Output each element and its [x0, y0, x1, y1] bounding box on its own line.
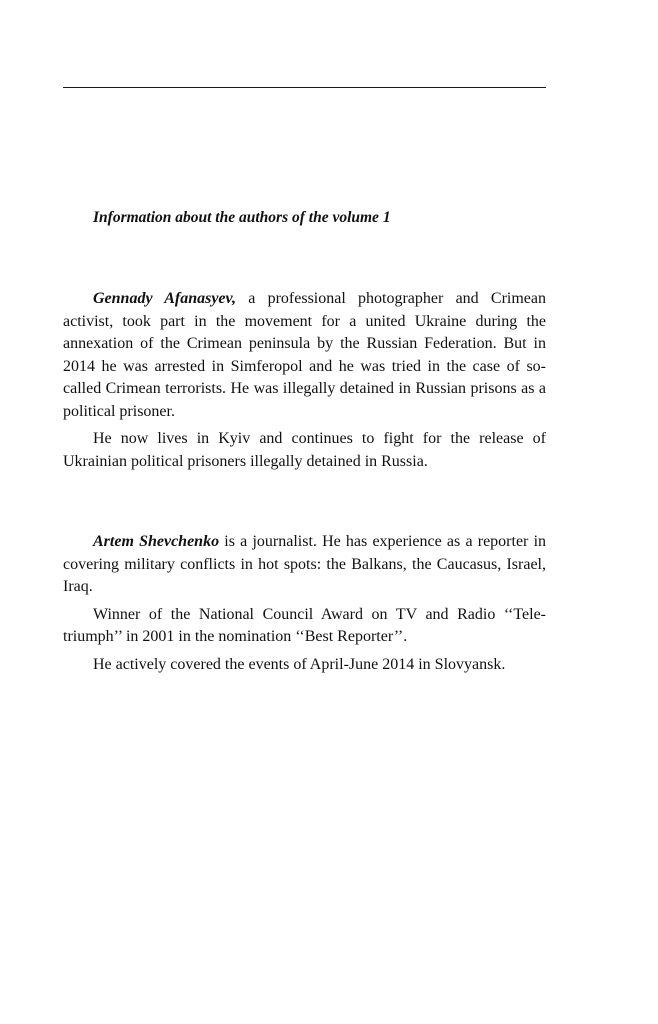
author-name: Gennady Afanasyev, — [93, 290, 237, 307]
author-bio-paragraph: He now lives in Kyiv and continues to fight for the release of Ukrainian political prisoners illegally detained in Russia. — [63, 430, 546, 470]
author-bio-paragraph — [63, 531, 546, 599]
section-heading: Information about the authors of the volume 1 — [93, 209, 391, 226]
author-entry-shevchenko — [63, 531, 546, 681]
author-bio-paragraph: Winner of the National Council Award on TV and Radio ‘‘Tele-triumph’’ in 2001 in the nomination ‘‘Best Reporter’’. — [63, 605, 546, 645]
author-bio-paragraph: He actively covered the events of April-June 2014 in Slovyansk. — [93, 655, 506, 673]
author-bio-paragraph — [63, 288, 546, 423]
author-entry-afanasyev — [63, 288, 546, 478]
author-bio-text: a professional photographer and Crimean activist, took part in the movement for a united Ukraine during the annexation of the Crimean peninsula by the Russian Federation. But in 2014 he was arrested in Simferopol and he was tried in the case of so-called Crimean terrorists. He was illegally detained in Russian prisons as a political prisoner. — [63, 290, 546, 420]
author-bio-text: is a journalist. He has experience as a reporter in covering military conflicts in hot spots: the Balkans, the Caucasus, Israel, Iraq. — [63, 533, 547, 595]
header-rule — [63, 87, 546, 88]
author-name: Artem Shevchenko — [93, 533, 220, 550]
